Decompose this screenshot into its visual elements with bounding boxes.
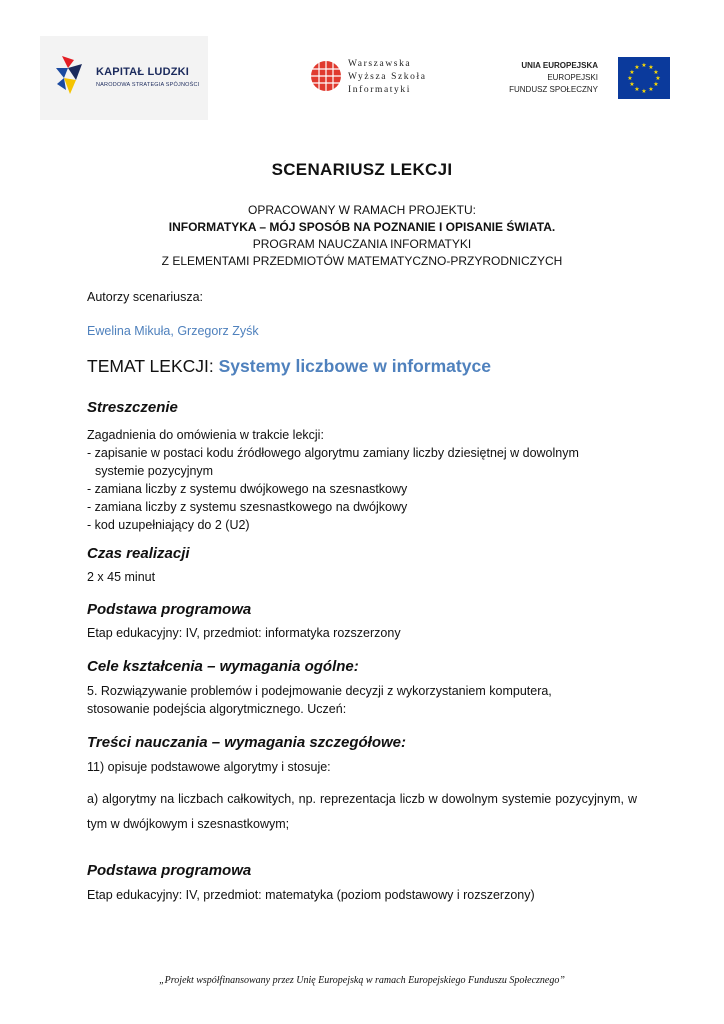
svg-text:★: ★ <box>653 81 659 88</box>
list-item: - zapisanie w postaci kodu źródłowego algorytmu zamiany liczby dziesiętnej w dowolnym <box>87 446 579 460</box>
summary-intro: Zagadnienia do omówienia w trakcie lekcji: <box>87 428 324 442</box>
wwsi-name: Warszawska Wyższa Szkoła Informatyki <box>348 59 427 95</box>
goals-line-1: 5. Rozwiązywanie problemów i podejmowanie decyzji z wykorzystaniem komputera, <box>87 684 552 698</box>
svg-text:★: ★ <box>648 86 654 93</box>
list-item: systemie pozycyjnym <box>95 464 214 478</box>
svg-text:★: ★ <box>653 69 659 76</box>
svg-text:★: ★ <box>629 81 635 88</box>
lesson-topic <box>87 356 491 377</box>
summary-heading: Streszczenie <box>87 399 178 416</box>
star-emblem-icon <box>54 54 88 98</box>
svg-text:★: ★ <box>648 64 654 71</box>
svg-text:★: ★ <box>627 75 633 82</box>
wwsi-logo <box>298 52 438 104</box>
project-line-4: Z ELEMENTAMI PRZEDMIOTÓW MATEMATYCZNO-PRZYRODNICZYCH <box>161 254 563 268</box>
kapital-ludzki-logo <box>40 36 208 120</box>
contents-item: a) algorytmy na liczbach całkowitych, np. reprezentacja liczb w dowolnym systemie pozycyjnym, w tym w dwójkowym i szesnastkowym; <box>87 792 637 831</box>
project-line-2: INFORMATYKA – MÓJ SPOSÓB NA POZNANIE I OPISANIE ŚWIATA. <box>168 220 556 234</box>
summary-list <box>87 426 647 534</box>
list-item: - zamiana liczby z systemu szesnastkowego na dwójkowy <box>87 500 408 514</box>
eu-fund-text: UNIA EUROPEJSKA EUROPEJSKI FUNDUSZ SPOŁECZNY <box>509 61 598 94</box>
svg-text:★: ★ <box>634 86 640 93</box>
contents-line-1: 11) opisuje podstawowe algorytmy i stosuje: <box>87 760 331 774</box>
basis-value-1: Etap edukacyjny: IV, przedmiot: informatyka rozszerzony <box>87 626 401 640</box>
duration-value: 2 x 45 minut <box>87 570 156 584</box>
kapital-ludzki-subtitle: NARODOWA STRATEGIA SPÓJNOŚCI <box>96 82 200 88</box>
project-line-1: OPRACOWANY W RAMACH PROJEKTU: <box>247 203 477 217</box>
eu-flag-icon <box>618 57 670 99</box>
svg-text:★: ★ <box>641 88 647 95</box>
authors-label: Autorzy scenariusza: <box>87 290 204 304</box>
svg-text:★: ★ <box>634 64 640 71</box>
basis-value-2: Etap edukacyjny: IV, przedmiot: matematyka (poziom podstawowy i rozszerzony) <box>87 888 535 902</box>
goals-heading: Cele kształcenia – wymagania ogólne: <box>87 658 359 675</box>
list-item: - kod uzupełniający do 2 (U2) <box>87 518 250 532</box>
wwsi-emblem-icon <box>310 60 342 92</box>
page-footer: „Projekt współfinansowany przez Unię Europejską w ramach Europejskiego Funduszu Społecznego” <box>159 975 565 986</box>
project-line-3: PROGRAM NAUCZANIA INFORMATYKI <box>252 237 472 251</box>
basis-heading-1: Podstawa programowa <box>87 601 252 618</box>
list-item: - zamiana liczby z systemu dwójkowego na szesnastkowy <box>87 482 408 496</box>
basis-heading-2: Podstawa programowa <box>87 862 252 879</box>
svg-text:★: ★ <box>629 69 635 76</box>
kapital-ludzki-title: KAPITAŁ LUDZKI <box>96 66 190 78</box>
duration-heading: Czas realizacji <box>87 545 190 562</box>
authors-names: Ewelina Mikuła, Grzegorz Zyśk <box>87 324 259 338</box>
svg-text:★: ★ <box>641 62 647 69</box>
svg-text:★: ★ <box>655 75 661 82</box>
eu-logo <box>502 56 670 100</box>
topic-label: TEMAT LEKCJI: <box>87 356 219 376</box>
goals-line-2: stosowanie podejścia algorytmicznego. Uczeń: <box>87 702 347 716</box>
topic-value: Systemy liczbowe w informatyce <box>218 356 491 376</box>
document-title: SCENARIUSZ LEKCJI <box>271 160 453 179</box>
contents-heading: Treści nauczania – wymagania szczegółowe: <box>87 734 407 751</box>
